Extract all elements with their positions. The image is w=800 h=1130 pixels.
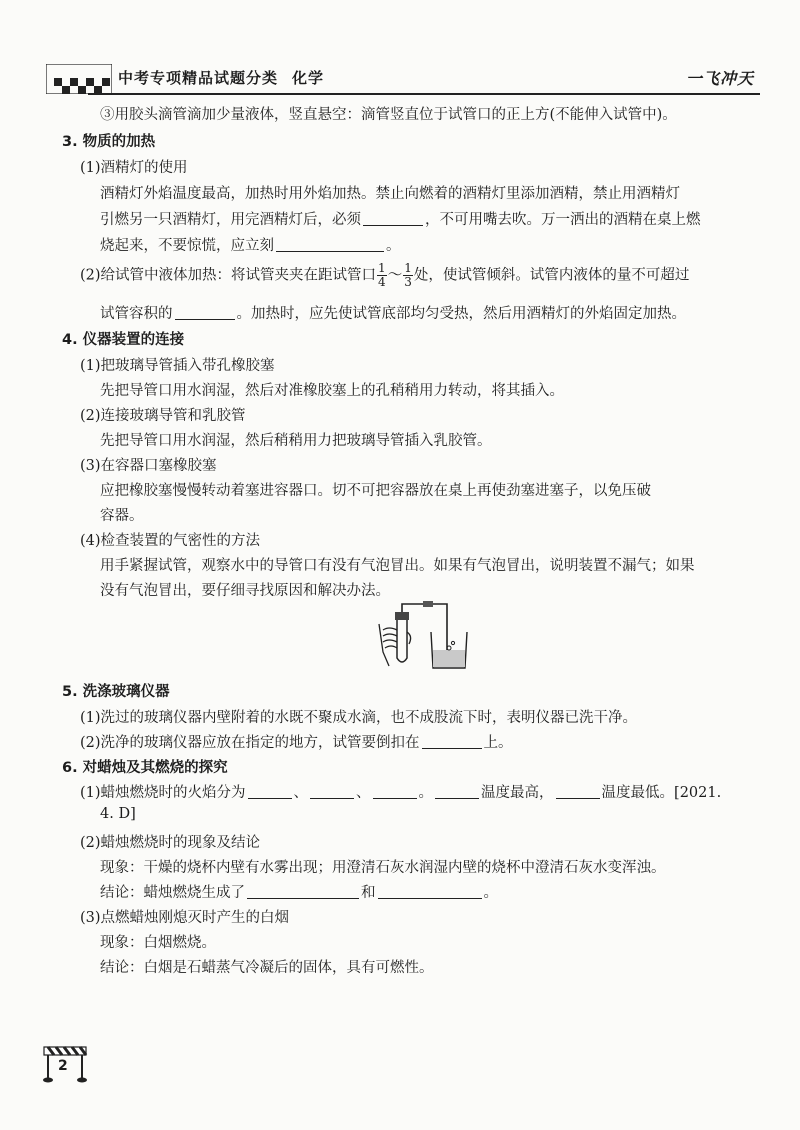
text-segment: 。 xyxy=(386,238,401,254)
page-header xyxy=(38,60,760,96)
answer-blank xyxy=(378,884,482,899)
page-number-badge xyxy=(40,1045,90,1085)
subsection-heading: (1)把玻璃导管插入带孔橡胶塞 xyxy=(80,358,275,374)
subject-label: 化学 xyxy=(292,69,325,87)
answer-blank xyxy=(373,784,417,799)
text-line: 用手紧握试管，观察水中的导管口有没有气泡冒出。如果有气泡冒出，说明装置不漏气；如果 xyxy=(100,558,695,574)
text-segment: (2)给试管中液体加热：将试管夹夹在距试管口 xyxy=(80,267,377,284)
text-line: (1)蜡烛燃烧时的火焰分为 、 、 。 温度最高， 温度最低。[2021. xyxy=(80,785,722,801)
text-line: 现象：白烟燃烧。 xyxy=(100,935,216,951)
answer-blank xyxy=(422,734,482,749)
subsection-heading: (2)连接玻璃导管和乳胶管 xyxy=(80,408,246,424)
text-segment: 温度最低。[2021. xyxy=(601,785,722,801)
text-segment: 试管容积的 xyxy=(100,306,173,322)
text-segment: 烧起来，不要惊慌，应立刻 xyxy=(100,238,274,254)
text-segment: 结论：蜡烛燃烧生成了 xyxy=(100,885,245,901)
airtightness-apparatus-illustration xyxy=(375,600,485,672)
text-line: 结论：白烟是石蜡蒸气冷凝后的固体，具有可燃性。 xyxy=(100,960,434,976)
answer-blank xyxy=(363,211,423,226)
text-line: 没有气泡冒出，要仔细寻找原因和解决办法。 xyxy=(100,583,390,599)
text-segment: 上。 xyxy=(483,735,513,751)
text-line: 先把导管口用水润湿，然后对准橡胶塞上的孔稍稍用力转动，将其插入。 xyxy=(100,383,564,399)
subsection-heading: (1)酒精灯的使用 xyxy=(80,160,188,176)
book-title-text: 中考专项精品试题分类 xyxy=(118,69,279,87)
tilde: ～ xyxy=(387,267,403,284)
text-line: ③用胶头滴管滴加少量液体，竖直悬空：滴管竖直位于试管口的正上方(不能伸入试管中)。 xyxy=(100,107,677,123)
text-line xyxy=(80,262,689,289)
text-line: 酒精灯外焰温度最高，加热时用外焰加热。禁止向燃着的酒精灯里添加酒精，禁止用酒精灯 xyxy=(100,186,680,202)
answer-blank xyxy=(247,884,359,899)
section-heading: 5. 洗涤玻璃仪器 xyxy=(62,684,170,700)
answer-blank xyxy=(435,784,479,799)
subsection-heading: (3)点燃蜡烛刚熄灭时产生的白烟 xyxy=(80,910,290,926)
text-line xyxy=(100,302,686,323)
text-line: 容器。 xyxy=(100,508,144,524)
subsection-heading: (4)检查装置的气密性的方法 xyxy=(80,533,261,549)
text-segment: 。加热时，应先使试管底部均匀受热，然后用酒精灯的外焰固定加热。 xyxy=(236,306,686,322)
fraction: $\frac{1}{4}$ xyxy=(378,261,386,289)
section-heading: 4. 仪器装置的连接 xyxy=(62,332,185,348)
text-line: 应把橡胶塞慢慢转动着塞进容器口。切不可把容器放在桌上再使劲塞进塞子，以免压破 xyxy=(100,483,651,499)
text-segment: 。 xyxy=(483,885,498,901)
header-rule xyxy=(88,93,760,95)
text-segment: 引燃另一只酒精灯，用完酒精灯后，必须 xyxy=(100,212,361,228)
answer-blank xyxy=(175,305,235,320)
section-heading: 3. 物质的加热 xyxy=(62,134,156,150)
book-title xyxy=(118,67,324,88)
brand-logo: 一飞冲天 xyxy=(685,69,754,88)
answer-blank xyxy=(556,784,600,799)
answer-blank xyxy=(276,237,384,252)
subsection-heading: (3)在容器口塞橡胶塞 xyxy=(80,458,217,474)
text-line: 先把导管口用水润湿，然后稍稍用力把玻璃导管插入乳胶管。 xyxy=(100,433,492,449)
section-heading: 6. 对蜡烛及其燃烧的探究 xyxy=(62,760,228,776)
text-segment: (1)蜡烛燃烧时的火焰分为 xyxy=(80,785,246,801)
text-line xyxy=(100,234,401,255)
text-line: 现象：干燥的烧杯内壁有水雾出现；用澄清石灰水润湿内壁的烧杯中澄清石灰水变浑浊。 xyxy=(100,860,666,876)
text-line xyxy=(100,208,701,229)
text-line: 4. D] xyxy=(100,806,136,822)
text-segment: (2)洗净的玻璃仪器应放在指定的地方，试管要倒扣在 xyxy=(80,735,420,751)
subsection-heading: (2)蜡烛燃烧时的现象及结论 xyxy=(80,835,261,851)
fraction: $\frac{1}{3}$ xyxy=(404,261,412,289)
text-line xyxy=(100,881,498,902)
text-segment: 温度最高， xyxy=(481,785,554,801)
text-segment: 处，使试管倾斜。试管内液体的量不可超过 xyxy=(413,267,690,284)
answer-blank xyxy=(248,784,292,799)
text-segment: 和 xyxy=(361,885,376,901)
answer-blank xyxy=(310,784,354,799)
text-segment: ，不可用嘴去吹。万一洒出的酒精在桌上燃 xyxy=(425,212,701,228)
text-line: (1)洗过的玻璃仪器内壁附着的水既不聚成水滴，也不成股流下时，表明仪器已洗干净。 xyxy=(80,710,638,726)
checkered-flag-icon xyxy=(46,64,112,94)
text-line xyxy=(80,731,513,752)
page-number: 2 xyxy=(58,1058,68,1074)
